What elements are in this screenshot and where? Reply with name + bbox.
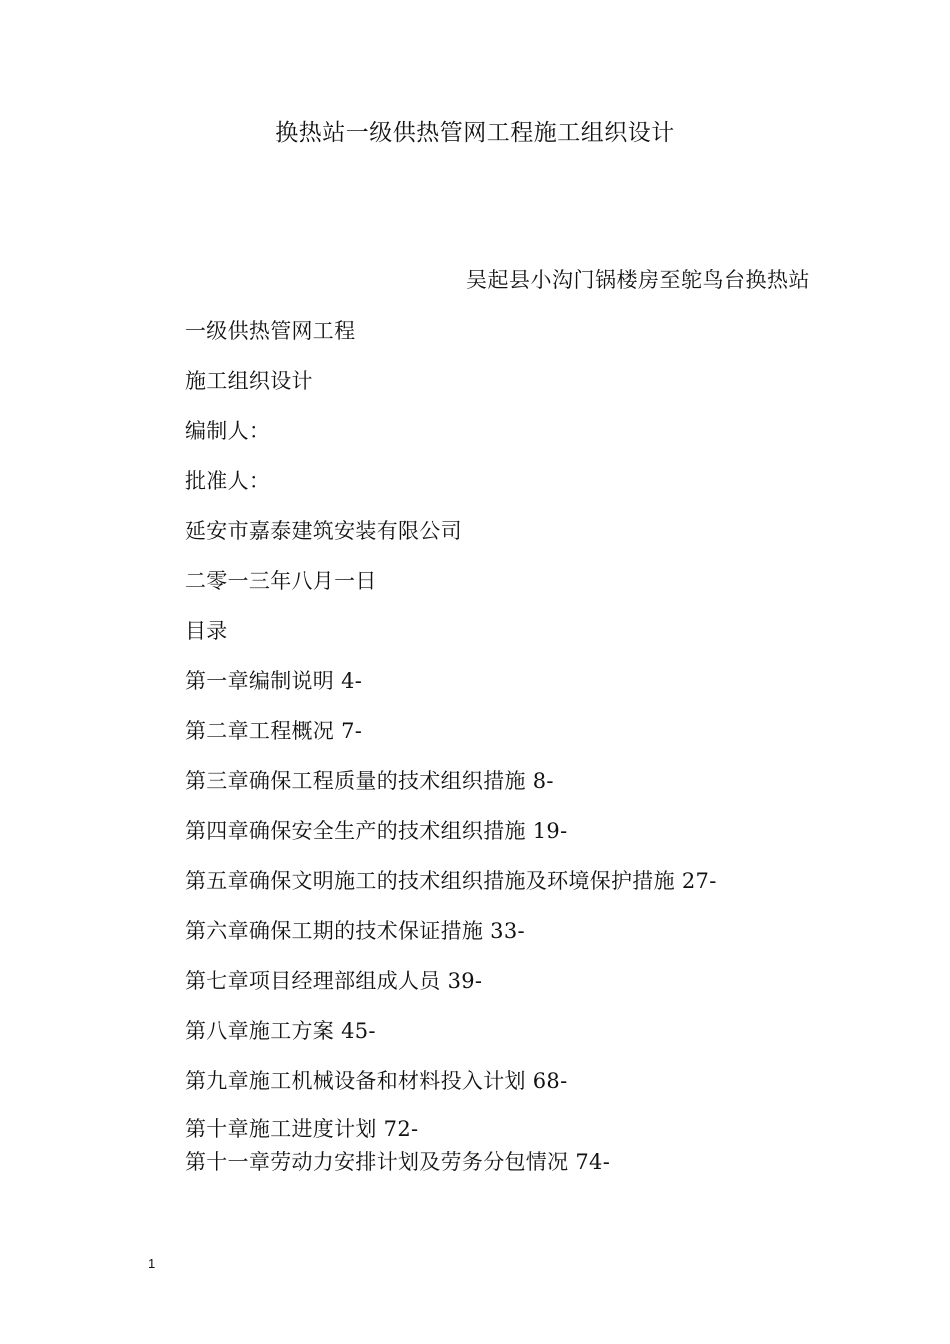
toc-item: 第三章确保工程质量的技术组织措施 8-: [185, 769, 554, 793]
toc-item: 第六章确保工期的技术保证措施 33-: [185, 919, 525, 943]
cover-line-compiler: 编制人：: [185, 419, 271, 443]
toc-item: 第四章确保安全生产的技术组织措施 19-: [185, 819, 568, 843]
toc-item: 第九章施工机械设备和材料投入计划 68-: [185, 1069, 568, 1093]
toc-item: 第八章施工方案 45-: [185, 1019, 376, 1043]
page-number: 1: [148, 1256, 156, 1271]
document-title: 换热站一级供热管网工程施工组织设计: [275, 120, 675, 146]
toc-item: 第七章项目经理部组成人员 39-: [185, 969, 483, 993]
cover-line-project: 一级供热管网工程: [185, 319, 356, 343]
document-subtitle: 吴起县小沟门锅楼房至鸵鸟台换热站: [466, 268, 810, 292]
toc-item: 第一章编制说明 4-: [185, 669, 363, 693]
cover-line-company: 延安市嘉泰建筑安装有限公司: [185, 519, 462, 543]
cover-line-approver: 批准人：: [185, 469, 271, 493]
cover-line-design: 施工组织设计: [185, 369, 313, 393]
toc-heading: 目录: [185, 619, 228, 643]
cover-line-date: 二零一三年八月一日: [185, 569, 377, 593]
toc-item: 第二章工程概况 7-: [185, 719, 363, 743]
toc-item: 第十一章劳动力安排计划及劳务分包情况 74-: [185, 1150, 611, 1174]
toc-item: 第五章确保文明施工的技术组织措施及环境保护措施 27-: [185, 869, 717, 893]
toc-item: 第十章施工进度计划 72-: [185, 1117, 419, 1141]
